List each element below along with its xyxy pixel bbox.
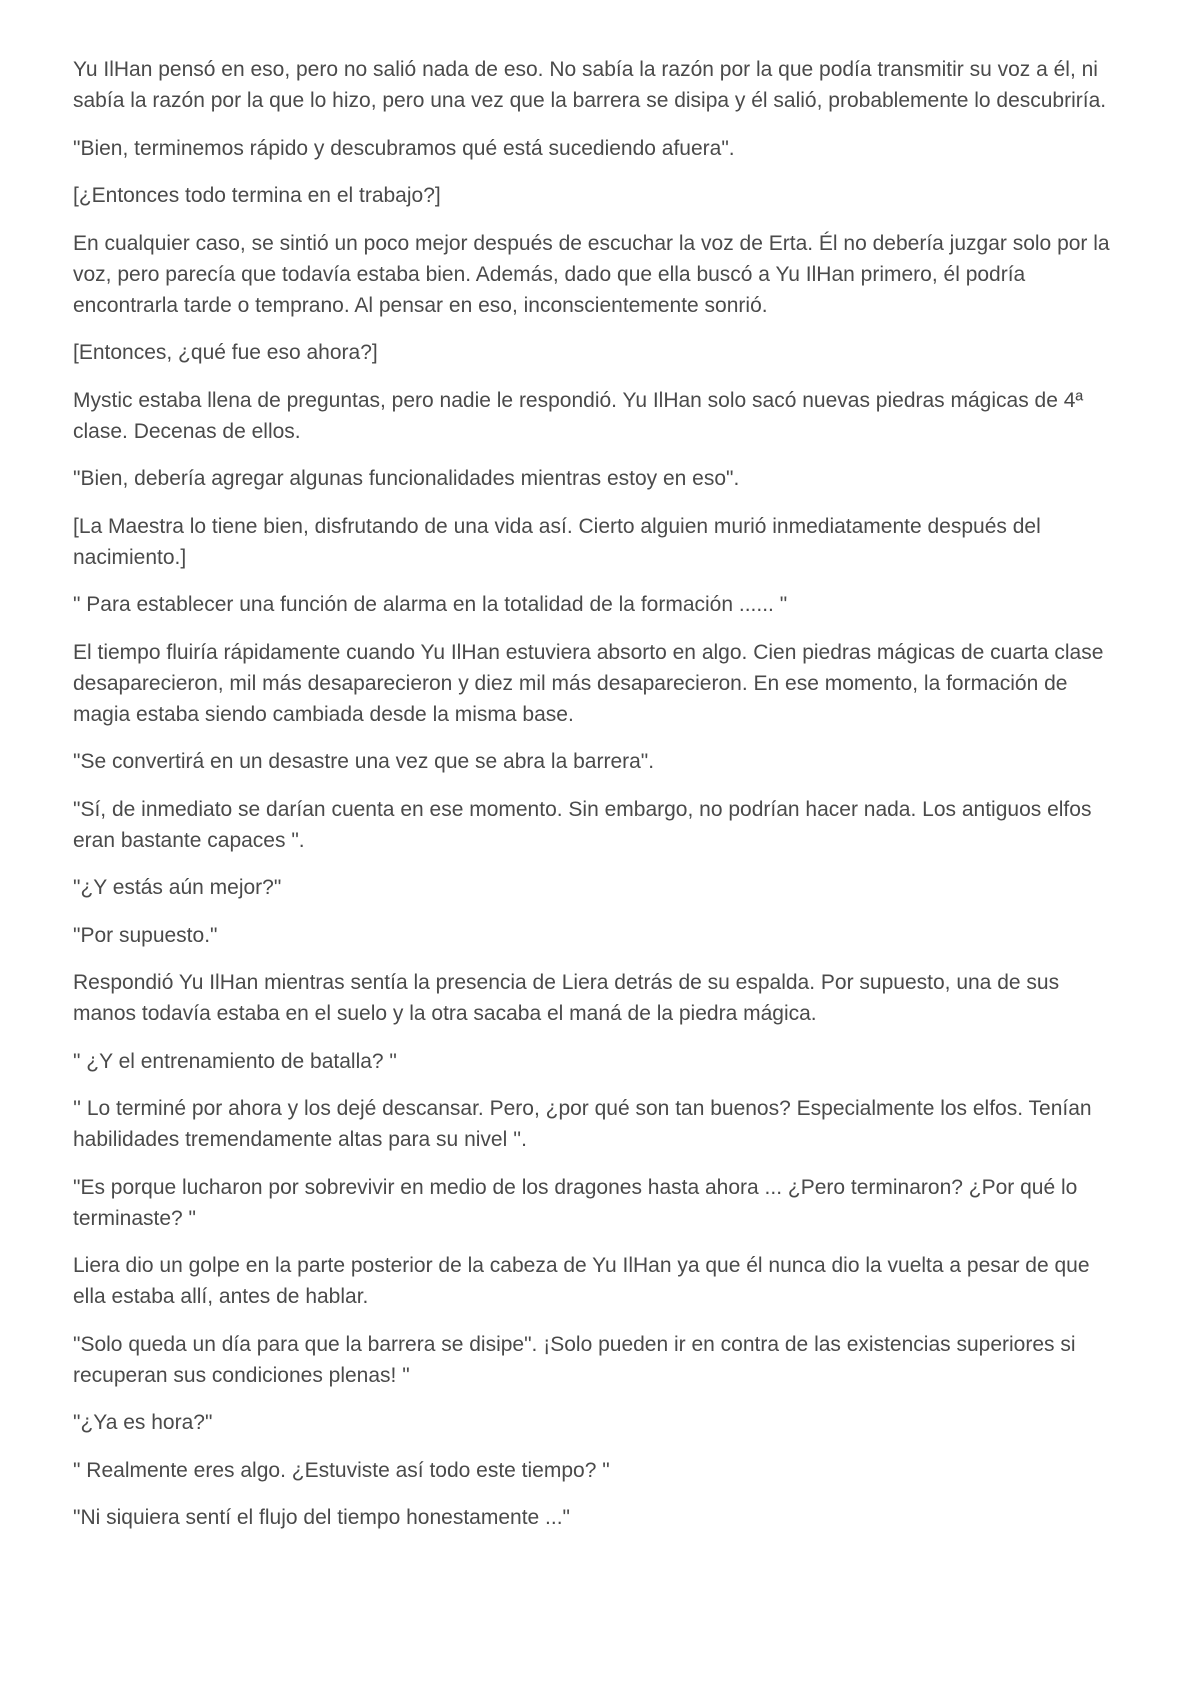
paragraph: "Ni siquiera sentí el flujo del tiempo honestamente ..."	[73, 1506, 571, 1529]
paragraph: [Entonces, ¿qué fue eso ahora?]	[73, 341, 378, 364]
paragraph: "Se convertirá en un desastre una vez que se abra la barrera".	[73, 750, 655, 773]
paragraph: "Es porque lucharon por sobrevivir en medio de los dragones hasta ahora ... ¿Pero terminaron? ¿Por qué lo terminaste? "	[73, 1175, 1078, 1230]
paragraph: [La Maestra lo tiene bien, disfrutando de una vida así. Cierto alguien murió inmediatamente después del nacimiento.]	[73, 514, 1041, 569]
paragraph: "Sí, de inmediato se darían cuenta en ese momento. Sin embargo, no podrían hacer nada. Los antiguos elfos eran bastante capaces ".	[73, 797, 1092, 852]
paragraph: " ¿Y el entrenamiento de batalla? "	[73, 1049, 397, 1073]
paragraph: Liera dio un golpe en la parte posterior de la cabeza de Yu IlHan ya que él nunca dio la vuelta a pesar de que ella estaba allí, antes de hablar.	[73, 1254, 1090, 1308]
paragraph: " Para establecer una función de alarma en la totalidad de la formación ...... "	[73, 593, 788, 616]
paragraph: Yu IlHan pensó en eso, pero no salió nada de eso. No sabía la razón por la que podía transmitir su voz a él, ni sabía la razón por la que lo hizo, pero una vez que la barrera se disipa y él salió, probablemente lo descubriría.	[73, 58, 1107, 112]
paragraph: En cualquier caso, se sintió un poco mejor después de escuchar la voz de Erta. Él no debería juzgar solo por la voz, pero parecía que todavía estaba bien. Además, dado que ella buscó a Yu IlHan primero, él podría encontrarla tarde o temprano. Al pensar en eso, inconscientemente sonrió.	[73, 231, 1110, 317]
paragraph: Respondió Yu IlHan mientras sentía la presencia de Liera detrás de su espalda. Por supuesto, una de sus manos todavía estaba en el suelo y la otra sacaba el maná de la piedra mágica.	[73, 971, 1060, 1025]
paragraph: "¿Y estás aún mejor?"	[73, 876, 282, 899]
paragraph: "Solo queda un día para que la barrera se disipe". ¡Solo pueden ir en contra de las existencias superiores si recuperan sus condiciones plenas! "	[73, 1332, 1076, 1387]
paragraph: El tiempo fluiría rápidamente cuando Yu IlHan estuviera absorto en algo. Cien piedras mágicas de cuarta clase desaparecieron, mil más desaparecieron y diez mil más desaparecieron. En ese momento, la formación de magia estaba siendo cambiada desde la misma base.	[73, 640, 1104, 726]
paragraph: Mystic estaba llena de preguntas, pero nadie le respondió. Yu IlHan solo sacó nuevas piedras mágicas de 4ª clase. Decenas de ellos.	[73, 388, 1084, 443]
paragraph: [¿Entonces todo termina en el trabajo?]	[73, 184, 441, 207]
paragraph: '' Lo terminé por ahora y los dejé descansar. Pero, ¿por qué son tan buenos? Especialmente los elfos. Tenían habilidades tremendamente altas para su nivel ''.	[73, 1097, 1092, 1151]
paragraph: "Por supuesto."	[73, 923, 218, 947]
paragraph: " Realmente eres algo. ¿Estuviste así todo este tiempo? "	[73, 1458, 610, 1482]
document-page	[73, 54, 1123, 1550]
paragraph: "Bien, terminemos rápido y descubramos qué está sucediendo afuera".	[73, 136, 735, 160]
paragraph: "Bien, debería agregar algunas funcionalidades mientras estoy en eso".	[73, 467, 740, 490]
paragraph: "¿Ya es hora?"	[73, 1411, 213, 1434]
